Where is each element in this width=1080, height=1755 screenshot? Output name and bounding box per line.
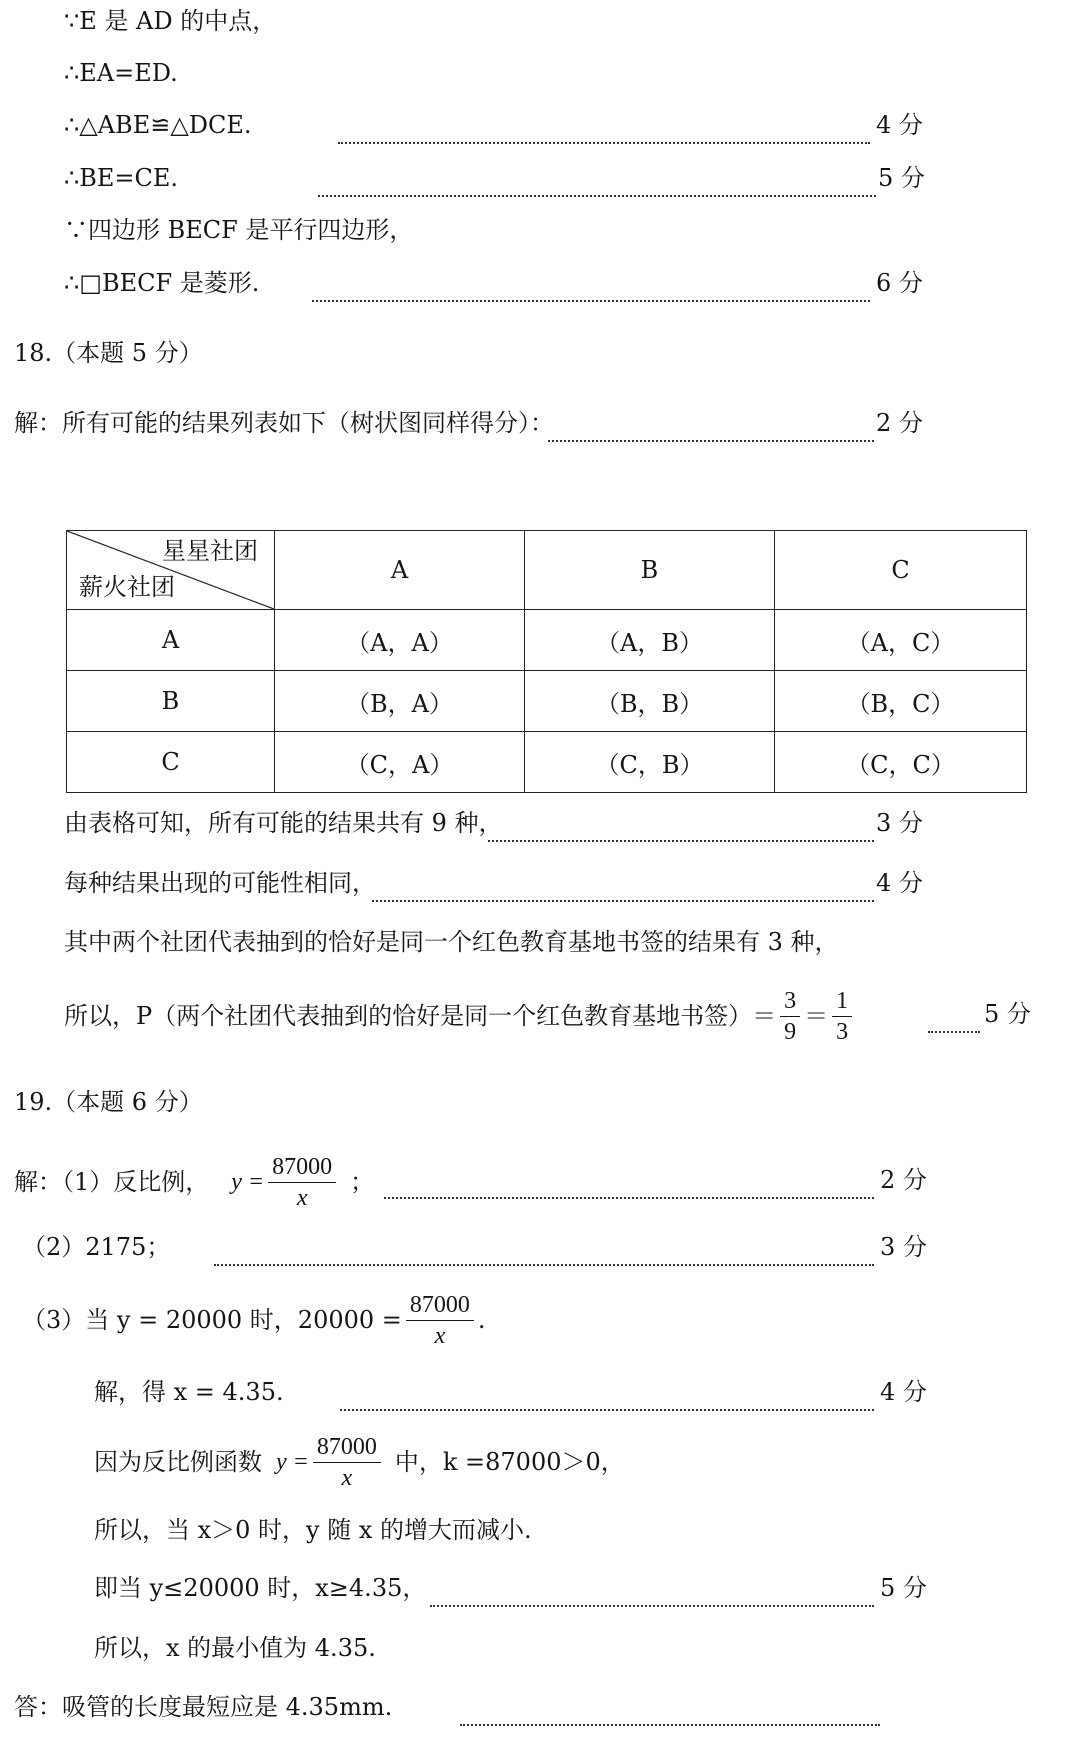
table-cell: （B，A） bbox=[275, 671, 525, 732]
score-mark: 4 分 bbox=[876, 111, 923, 139]
table-corner-cell bbox=[67, 531, 275, 610]
leader-dots bbox=[340, 1379, 874, 1411]
score-mark: 3 分 bbox=[880, 1233, 927, 1261]
table-cell: （C，B） bbox=[525, 732, 775, 793]
q19-heading: 19.（本题 6 分） bbox=[14, 1088, 203, 1116]
proof-line-3: ∴△ABE≌△DCE. bbox=[64, 111, 252, 139]
q18-heading: 18.（本题 5 分） bbox=[14, 339, 203, 367]
fraction-denominator: x bbox=[341, 1464, 353, 1491]
leader-dots bbox=[338, 112, 870, 144]
leader-dots bbox=[488, 810, 874, 842]
part1-text: 解：（1）反比例， bbox=[14, 1168, 210, 1196]
q18-line-3: 其中两个社团代表抽到的恰好是同一个红色教育基地书签的结果有 3 种， bbox=[64, 928, 839, 956]
leader-dots bbox=[548, 410, 874, 442]
table-cell: （C，C） bbox=[775, 732, 1027, 793]
q19-answer: 答：吸管的长度最短应是 4.35mm. bbox=[14, 1693, 393, 1721]
column-group-label: 星星社团 bbox=[162, 537, 258, 565]
part3-text: （3）当 y = 20000 时，20000 = bbox=[22, 1306, 402, 1334]
q18-probability-line bbox=[64, 980, 856, 1052]
k-condition: 中，k =87000＞0， bbox=[394, 1448, 625, 1476]
score-mark: 4 分 bbox=[876, 869, 923, 897]
leader-dots bbox=[214, 1234, 874, 1266]
q19-solve: 解，得 x = 4.35. bbox=[94, 1378, 284, 1406]
equals-sign: ＝ bbox=[804, 1002, 829, 1030]
table-row bbox=[67, 671, 1027, 732]
table-cell: （A，C） bbox=[775, 610, 1027, 671]
semicolon: ； bbox=[350, 1168, 375, 1196]
q18-line-2: 每种结果出现的可能性相同， bbox=[64, 869, 376, 897]
score-mark: 2 分 bbox=[876, 409, 923, 437]
fraction-87000-over-x bbox=[313, 1432, 381, 1493]
q19-part2: （2）2175； bbox=[22, 1233, 171, 1261]
row-header: B bbox=[67, 671, 275, 732]
score-mark: 5 分 bbox=[878, 164, 925, 192]
column-header: B bbox=[525, 531, 775, 610]
proof-line-2: ∴EA=ED. bbox=[64, 59, 178, 87]
row-header: A bbox=[67, 610, 275, 671]
proof-line-4: ∴BE=CE. bbox=[64, 164, 179, 192]
table-cell: （B，B） bbox=[525, 671, 775, 732]
fraction-three-ninths bbox=[780, 986, 800, 1047]
y-equals: y = bbox=[231, 1169, 265, 1195]
score-mark: 6 分 bbox=[876, 269, 923, 297]
table-cell: （C，A） bbox=[275, 732, 525, 793]
table-header-row bbox=[67, 531, 1027, 610]
q19-so-3: 所以，x 的最小值为 4.35. bbox=[94, 1634, 376, 1662]
table-row bbox=[67, 610, 1027, 671]
column-header: C bbox=[775, 531, 1027, 610]
fraction-denominator: x bbox=[434, 1322, 446, 1349]
table-cell: （A，B） bbox=[525, 610, 775, 671]
score-mark: 2 分 bbox=[880, 1166, 927, 1194]
table-cell: （A，A） bbox=[275, 610, 525, 671]
fraction-denominator: x bbox=[296, 1184, 308, 1211]
q19-so-1: 所以，当 x＞0 时，y 随 x 的增大而减小. bbox=[94, 1516, 532, 1544]
score-mark: 5 分 bbox=[984, 1000, 1031, 1028]
because-text: 因为反比例函数 bbox=[94, 1448, 262, 1476]
fraction-one-third bbox=[832, 986, 852, 1047]
q19-because bbox=[94, 1425, 625, 1499]
table-cell: （B，C） bbox=[775, 671, 1027, 732]
q18-line-1: 由表格可知，所有可能的结果共有 9 种， bbox=[64, 809, 503, 837]
fraction-87000-over-x bbox=[406, 1290, 474, 1351]
q18-intro: 解：所有可能的结果列表如下（树状图同样得分）： bbox=[14, 409, 554, 437]
row-group-label: 薪火社团 bbox=[79, 573, 175, 601]
leader-dots bbox=[430, 1575, 874, 1607]
fraction-denominator: 9 bbox=[784, 1018, 797, 1045]
leader-dots bbox=[460, 1694, 880, 1726]
score-mark: 4 分 bbox=[880, 1378, 927, 1406]
probability-expression: 所以，P（两个社团代表抽到的恰好是同一个红色教育基地书签）＝ bbox=[64, 1002, 777, 1030]
proof-line-5: ∵四边形 BECF 是平行四边形， bbox=[64, 216, 414, 244]
period: . bbox=[477, 1306, 486, 1334]
leader-dots bbox=[372, 870, 874, 902]
proof-line-1: ∵E 是 AD 的中点， bbox=[64, 7, 277, 35]
leader-dots bbox=[318, 165, 876, 197]
q19-part3 bbox=[22, 1283, 486, 1357]
fraction-87000-over-x bbox=[268, 1152, 336, 1213]
column-header: A bbox=[275, 531, 525, 610]
q19-so-2: 即当 y≤20000 时，x≥4.35， bbox=[94, 1574, 427, 1602]
fraction-denominator: 3 bbox=[836, 1018, 849, 1045]
fraction-numerator: 87000 bbox=[406, 1290, 474, 1321]
outcome-table bbox=[66, 530, 1027, 793]
q19-part1 bbox=[14, 1145, 374, 1219]
leader-dots bbox=[384, 1167, 874, 1199]
leader-dots bbox=[928, 1001, 980, 1033]
score-mark: 5 分 bbox=[880, 1574, 927, 1602]
fraction-numerator: 1 bbox=[832, 986, 852, 1017]
fraction-numerator: 3 bbox=[780, 986, 800, 1017]
proof-line-6: ∴□BECF 是菱形. bbox=[64, 269, 260, 297]
leader-dots bbox=[312, 270, 870, 302]
fraction-numerator: 87000 bbox=[313, 1432, 381, 1463]
table-row bbox=[67, 732, 1027, 793]
score-mark: 3 分 bbox=[876, 809, 923, 837]
y-equals: y = bbox=[276, 1449, 309, 1475]
row-header: C bbox=[67, 732, 275, 793]
fraction-numerator: 87000 bbox=[268, 1152, 336, 1183]
